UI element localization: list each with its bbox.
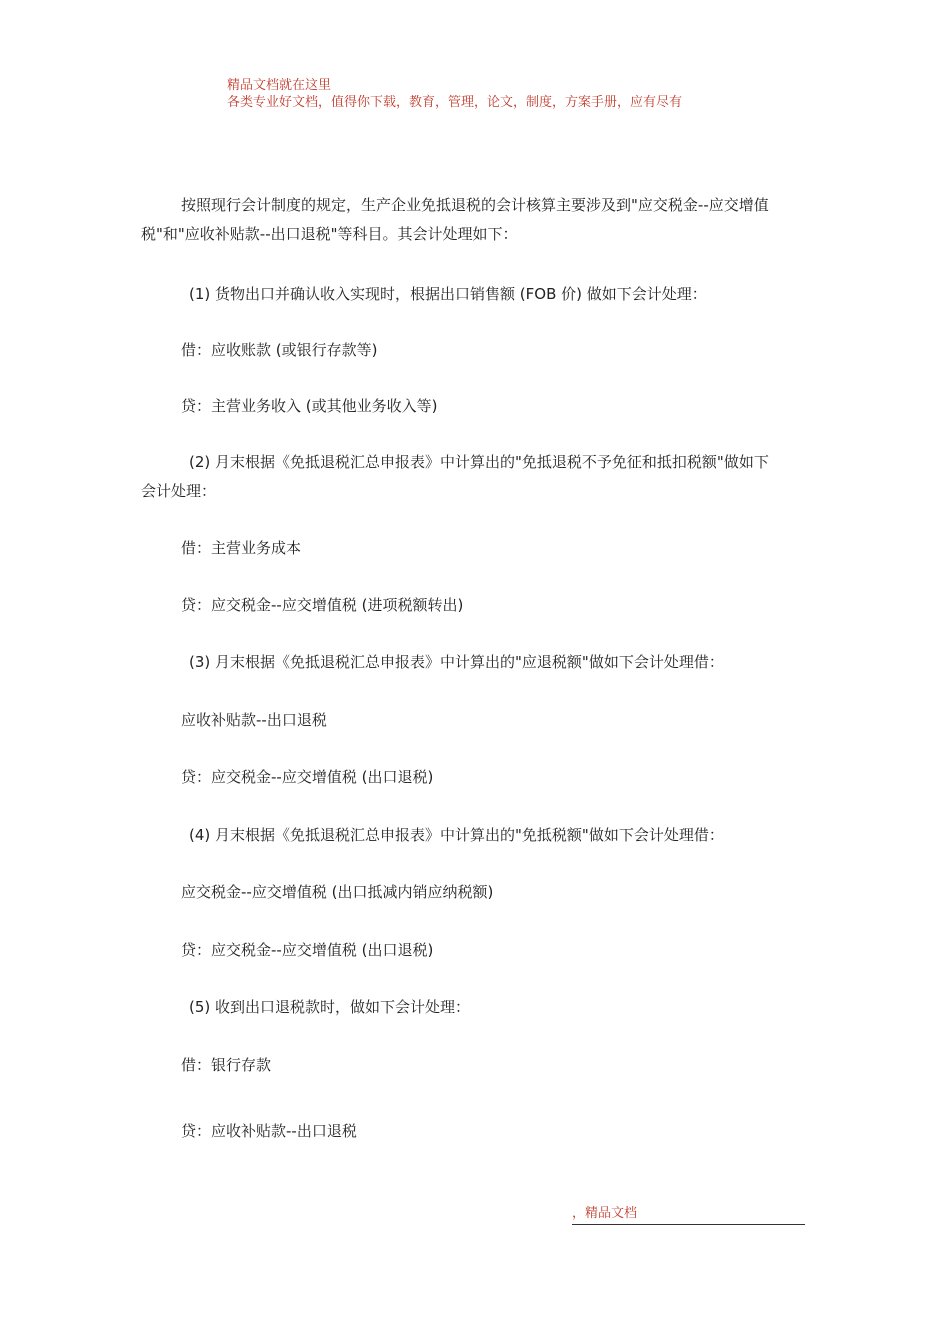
item-1-credit: 贷：主营业务收入 (或其他业务收入等) — [181, 397, 438, 415]
item-2-heading: (2) 月末根据《免抵退税汇总申报表》中计算出的"免抵退税不予免征和抵扣税额"做如下会计处理： — [141, 453, 769, 500]
footer-watermark: ，精品文档 — [572, 1205, 805, 1225]
item-5-credit: 贷：应收补贴款--出口退税 — [181, 1122, 357, 1140]
intro-paragraph: 按照现行会计制度的规定，生产企业免抵退税的会计核算主要涉及到"应交税金--应交增值税"和"应收补贴款--出口退税"等科目。其会计处理如下： — [141, 196, 769, 243]
item-4-credit: 贷：应交税金--应交增值税 (出口退税) — [181, 941, 434, 959]
item-3-credit: 贷：应交税金--应交增值税 (出口退税) — [181, 768, 434, 786]
item-2-debit: 借：主营业务成本 — [181, 539, 302, 557]
item-1-heading: (1) 货物出口并确认收入实现时，根据出口销售额 (FOB 价) 做如下会计处理： — [189, 285, 707, 303]
item-1-debit: 借：应收账款 (或银行存款等) — [181, 341, 378, 359]
item-2-credit: 贷：应交税金--应交增值税 (进项税额转出) — [181, 596, 464, 614]
item-4-debit: 应交税金--应交增值税 (出口抵减内销应纳税额) — [181, 883, 494, 901]
item-3-debit: 应收补贴款--出口退税 — [181, 711, 327, 729]
item-5-debit: 借：银行存款 — [181, 1056, 272, 1074]
header-subtitle: 各类专业好文档，值得你下载，教育，管理，论文，制度，方案手册，应有尽有 — [227, 95, 683, 110]
item-3-heading: (3) 月末根据《免抵退税汇总申报表》中计算出的"应退税额"做如下会计处理借： — [189, 653, 724, 671]
item-5-heading: (5) 收到出口退税款时，做如下会计处理： — [189, 998, 471, 1016]
item-4-heading: (4) 月末根据《免抵退税汇总申报表》中计算出的"免抵税额"做如下会计处理借： — [189, 826, 724, 844]
header-title: 精品文档就在这里 — [227, 78, 332, 93]
